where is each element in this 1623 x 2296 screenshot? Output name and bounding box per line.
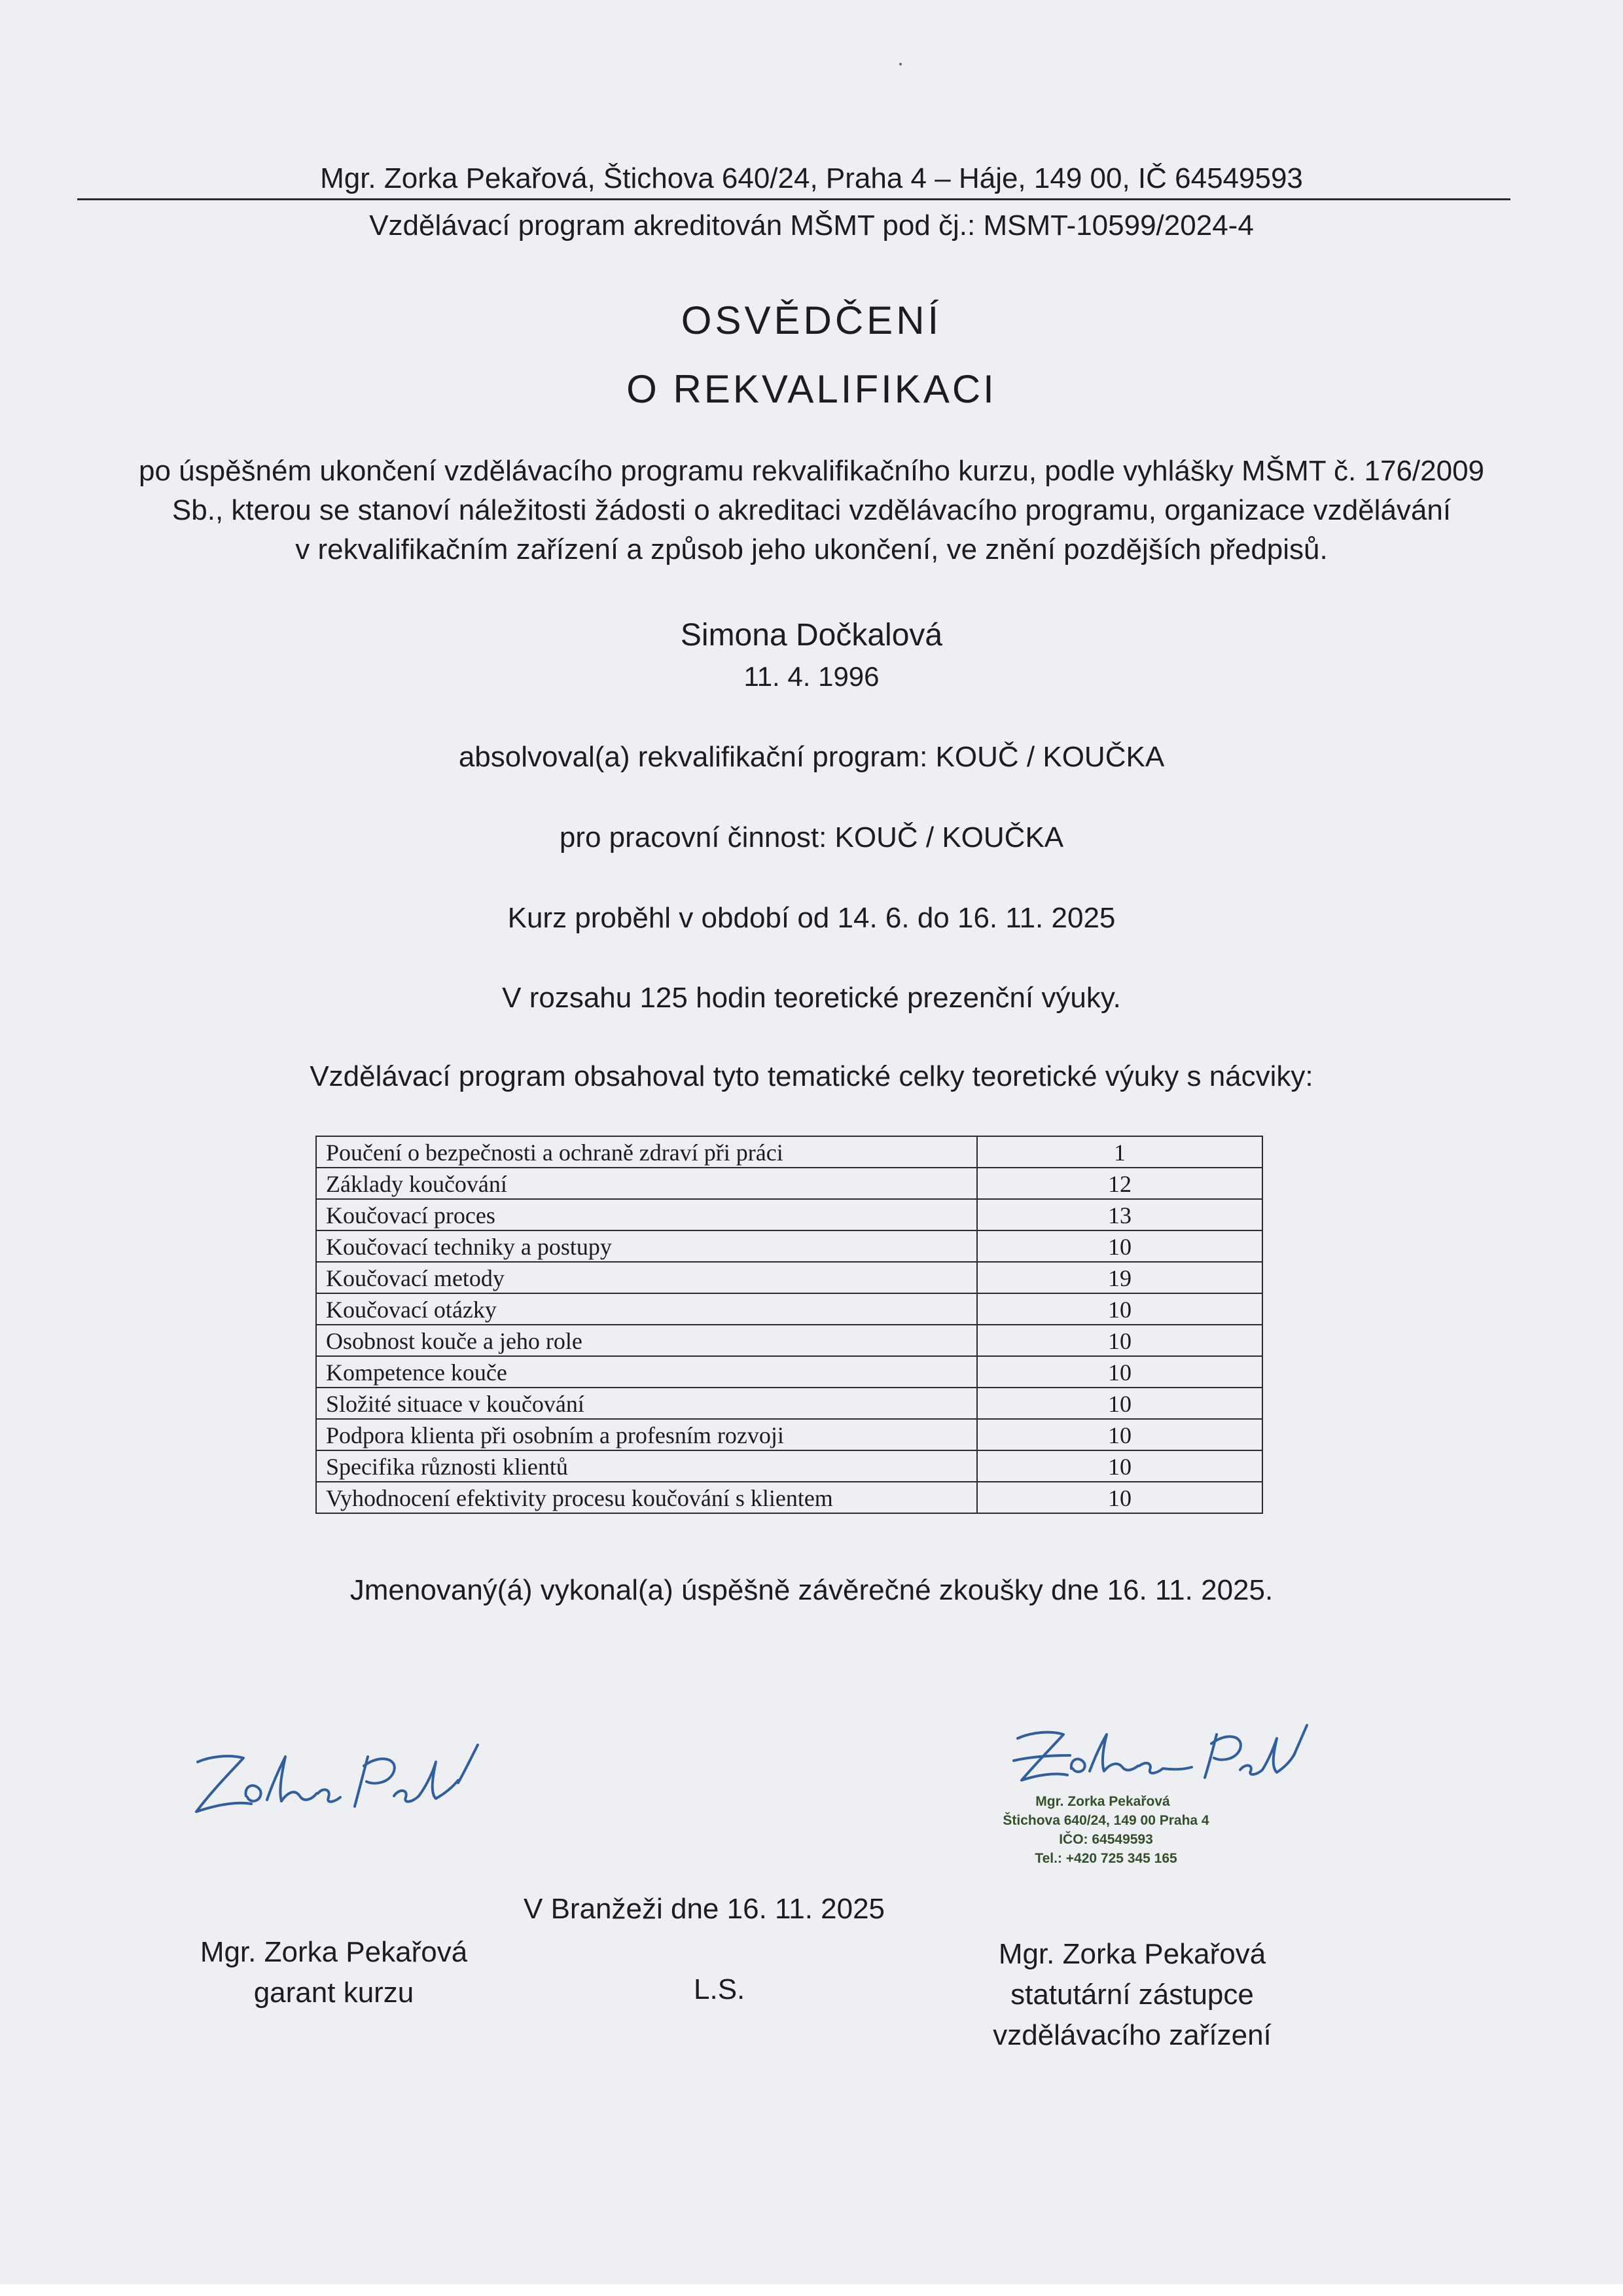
topic-hours: 1 — [977, 1136, 1262, 1168]
signatory-left-name: Mgr. Zorka Pekařová — [200, 1936, 468, 1968]
intro-line-2: Sb., kterou se stanoví náležitosti žádosti o akreditaci vzdělávacího programu, organizace vzdělávání — [171, 494, 1452, 526]
signatory-left — [183, 1932, 484, 2013]
course-period-line: Kurz proběhl v období od 14. 6. do 16. 11. 2025 — [507, 902, 1116, 934]
topic-name: Podpora klienta při osobním a profesním rozvoji — [316, 1419, 977, 1450]
seal-place-mark: L.S. — [694, 1973, 745, 2005]
topics-table — [315, 1136, 1263, 1514]
topic-hours: 10 — [977, 1356, 1262, 1388]
topic-hours: 12 — [977, 1168, 1262, 1199]
graduate-birth-date: 11. 4. 1996 — [743, 661, 880, 692]
stamp-ico: IČO: 64549593 — [1059, 1832, 1153, 1847]
topic-hours: 10 — [977, 1482, 1262, 1513]
topic-name: Složité situace v koučování — [316, 1388, 977, 1419]
topic-hours: 10 — [977, 1388, 1262, 1419]
graduate-name: Simona Dočkalová — [680, 618, 943, 653]
scan-border — [0, 2284, 1623, 2296]
signatory-right-name: Mgr. Zorka Pekařová — [998, 1938, 1266, 1970]
course-hours-line: V rozsahu 125 hodin teoretické prezenční výuky. — [502, 982, 1121, 1014]
table-row — [316, 1356, 1262, 1388]
institution-stamp — [975, 1792, 1237, 1868]
topic-name: Osobnost kouče a jeho role — [316, 1325, 977, 1356]
table-row — [316, 1293, 1262, 1325]
table-row — [316, 1262, 1262, 1293]
stamp-address: Štichova 640/24, 149 00 Praha 4 — [1003, 1813, 1209, 1828]
intro-line-3: v rekvalifikačním zařízení a způsob jeho ukončení, ve znění pozdějších předpisů. — [295, 533, 1328, 565]
scan-speck — [899, 63, 902, 65]
signatory-right-role-2: vzdělávacího zařízení — [993, 2019, 1272, 2051]
table-row — [316, 1168, 1262, 1199]
signature-left — [183, 1728, 491, 1846]
program-line: absolvoval(a) rekvalifikační program: KOUČ / KOUČKA — [458, 741, 1165, 773]
stamp-phone: Tel.: +420 725 345 165 — [1035, 1851, 1177, 1866]
table-row — [316, 1450, 1262, 1482]
topic-name: Koučovací otázky — [316, 1293, 977, 1325]
table-row — [316, 1325, 1262, 1356]
topic-name: Specifika různosti klientů — [316, 1450, 977, 1482]
header-divider — [77, 198, 1510, 200]
signature-right — [1011, 1715, 1312, 1793]
topic-hours: 13 — [977, 1199, 1262, 1230]
exam-line: Jmenovaný(á) vykonal(a) úspěšně závěrečné zkoušky dne 16. 11. 2025. — [349, 1574, 1274, 1606]
header-accreditation: Vzdělávací program akreditován MŠMT pod čj.: MSMT-10599/2024-4 — [369, 209, 1254, 242]
certificate-title: OSVĚDČENÍ — [681, 298, 942, 342]
topic-name: Poučení o bezpečnosti a ochraně zdraví při práci — [316, 1136, 977, 1168]
signatory-right — [969, 1934, 1296, 2056]
intro-line-1: po úspěšném ukončení vzdělávacího programu rekvalifikačního kurzu, podle vyhlášky MŠMT č. 176/2009 — [138, 455, 1485, 487]
table-row — [316, 1199, 1262, 1230]
certificate-subtitle: O REKVALIFIKACI — [626, 367, 997, 411]
topic-name: Základy koučování — [316, 1168, 977, 1199]
intro-paragraph — [0, 452, 1623, 569]
topic-hours: 10 — [977, 1450, 1262, 1482]
table-row — [316, 1230, 1262, 1262]
table-row — [316, 1419, 1262, 1450]
topic-name: Koučovací metody — [316, 1262, 977, 1293]
topic-name: Koučovací proces — [316, 1199, 977, 1230]
table-row — [316, 1136, 1262, 1168]
stamp-name: Mgr. Zorka Pekařová — [1035, 1794, 1170, 1809]
signatory-left-role: garant kurzu — [253, 1977, 414, 2009]
place-and-date: V Branžeži dne 16. 11. 2025 — [524, 1893, 885, 1925]
units-intro-line: Vzdělávací program obsahoval tyto tematické celky teoretické výuky s nácviky: — [310, 1060, 1313, 1092]
header-address: Mgr. Zorka Pekařová, Štichova 640/24, Praha 4 – Háje, 149 00, IČ 64549593 — [320, 162, 1303, 194]
topic-hours: 10 — [977, 1325, 1262, 1356]
topic-name: Koučovací techniky a postupy — [316, 1230, 977, 1262]
work-activity-line: pro pracovní činnost: KOUČ / KOUČKA — [559, 821, 1064, 853]
topic-name: Vyhodnocení efektivity procesu koučování s klientem — [316, 1482, 977, 1513]
topic-hours: 19 — [977, 1262, 1262, 1293]
signatory-right-role-1: statutární zástupce — [1010, 1979, 1254, 2011]
topic-name: Kompetence kouče — [316, 1356, 977, 1388]
topic-hours: 10 — [977, 1293, 1262, 1325]
table-row — [316, 1482, 1262, 1513]
topic-hours: 10 — [977, 1419, 1262, 1450]
table-row — [316, 1388, 1262, 1419]
topic-hours: 10 — [977, 1230, 1262, 1262]
